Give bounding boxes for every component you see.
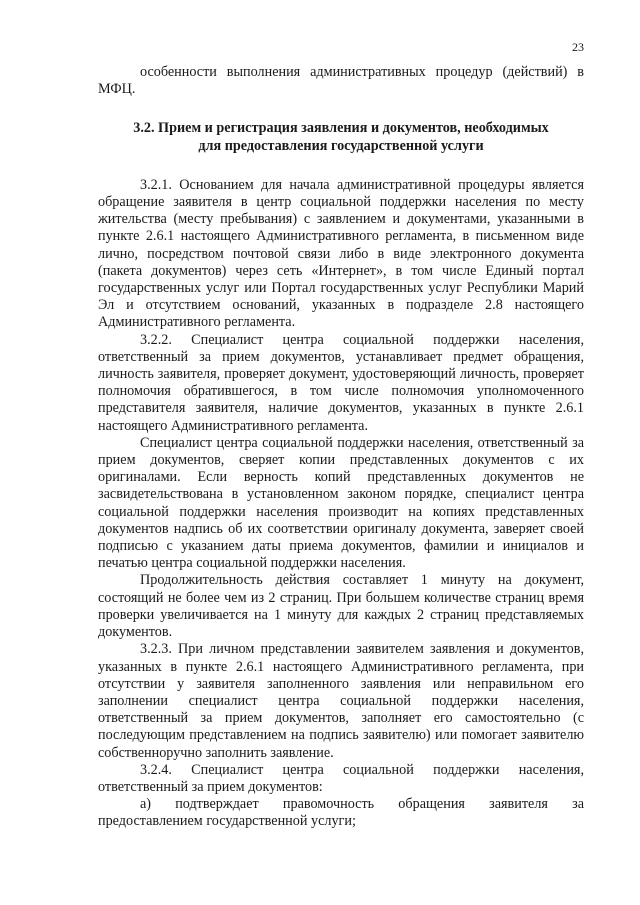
paragraph-item-a: а) подтверждает правомочность обращения заявителя за предоставлением государственной услуги; xyxy=(98,796,584,830)
section-heading-line-1: 3.2. Прием и регистрация заявления и документов, необходимых xyxy=(133,120,549,137)
paragraph-3-2-3: 3.2.3. При личном представлении заявителем заявления и документов, указанных в пункте 2.6.1 настоящего Административного регламента, при отсутствии у заявителя заполненного заявления или неправильном его заполнении специалист центра социальной поддержки населения, ответственный за прием документов, заполняет его самостоятельно (с последующим представлением на подпись заявителю) или помогает заявителю собственноручно заполнить заявление. xyxy=(98,641,584,761)
section-heading-line-2: для предоставления государственной услуги xyxy=(198,137,484,154)
paragraph-3-2-4: 3.2.4. Специалист центра социальной поддержки населения, ответственный за прием документов: xyxy=(98,761,584,795)
page-content xyxy=(98,64,584,831)
paragraph-3-2-1: 3.2.1. Основанием для начала административной процедуры является обращение заявителя в центр социальной поддержки населения по месту жительства (месту пребывания) с заявлением и документами, указанными в пункте 2.6.1 настоящего Административного регламента, в письменном виде лично, посредством почтовой связи либо в виде электронного документа (пакета документов) через сеть «Интернет», в том числе Единый портал государственных услуг или Портал государственных услуг Республики Марий Эл и отсутствием оснований, указанных в подразделе 2.8 настоящего Административного регламента. xyxy=(98,176,584,331)
intro-paragraph: особенности выполнения административных процедур (действий) в МФЦ. xyxy=(98,64,584,98)
page-number: 23 xyxy=(572,40,584,54)
paragraph-duration: Продолжительность действия составляет 1 минуту на документ, состоящий не более чем из 2 страниц. При большем количестве страниц время проверки увеличивается на 1 минуту для каждых 2 страниц представляемых документов. xyxy=(98,572,584,641)
paragraph-specialist-copies: Специалист центра социальной поддержки населения, ответственный за прием документов, сверяет копии представленных документов с их оригиналами. Если верность копий представленных документов не засвидетельствована в установленном законом порядке, специалист центра социальной поддержки населения производит на копиях представленных документов надпись об их соответствии оригиналу документа, заверяет своей подписью с указанием даты приема документов, фамилии и инициалов и печатью центра социальной поддержки населения. xyxy=(98,434,584,572)
section-heading xyxy=(98,120,584,154)
paragraph-3-2-2: 3.2.2. Специалист центра социальной поддержки населения, ответственный за прием документов, устанавливает предмет обращения, личность заявителя, проверяет документ, удостоверяющий личность, проверяет полномочия обратившегося, в том числе полномочия уполномоченного представителя заявителя, наличие документов, указанных в пункте 2.6.1 настоящего Административного регламента. xyxy=(98,331,584,434)
